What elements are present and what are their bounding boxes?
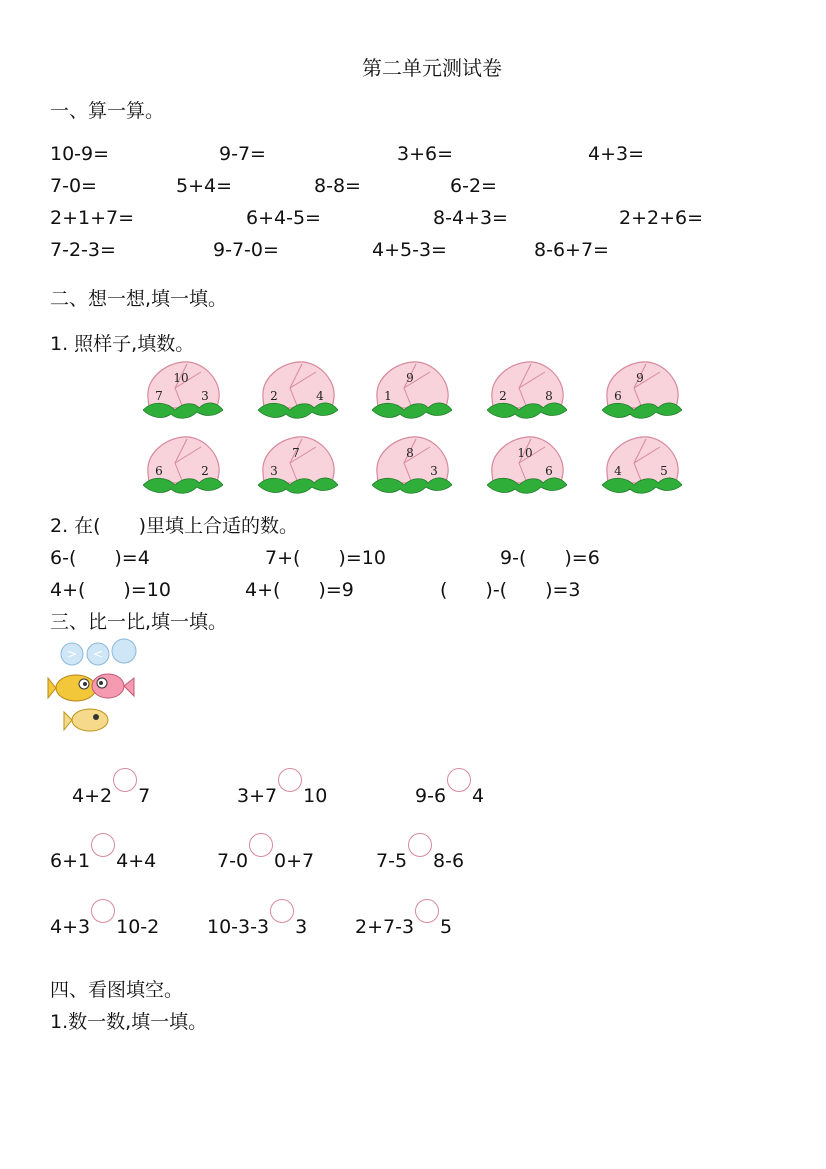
calc-item: 4+5-3= xyxy=(372,239,447,261)
peach-number: 2 xyxy=(499,389,507,403)
peach-number: 3 xyxy=(430,464,438,478)
compare-right: 3 xyxy=(295,916,308,938)
section-3-heading: 三、比一比,填一填。 xyxy=(50,611,228,633)
compare-item xyxy=(207,899,307,938)
peach-number: 10 xyxy=(517,446,533,460)
compare-circle-input[interactable] xyxy=(270,899,294,923)
peach-number: 6 xyxy=(614,389,622,403)
section-4-heading: 四、看图填空。 xyxy=(50,979,184,1001)
calc-item: 4+3= xyxy=(588,143,645,165)
question-2-2: 2. 在( )里填上合适的数。 xyxy=(50,515,298,537)
compare-right: 7 xyxy=(138,785,151,807)
question-4-1: 1.数一数,填一填。 xyxy=(50,1011,208,1033)
calc-item: 5+4= xyxy=(176,175,233,197)
calc-item: 6-2= xyxy=(450,175,497,197)
less-than-bubble: < xyxy=(92,647,104,661)
compare-item xyxy=(355,899,452,938)
fill-item: 6-( )=4 xyxy=(50,547,150,569)
fish-illustration xyxy=(46,636,140,740)
compare-left: 3+7 xyxy=(237,785,278,807)
compare-right: 8-6 xyxy=(433,850,465,872)
calc-item: 8-8= xyxy=(314,175,361,197)
peach-number: 3 xyxy=(270,464,278,478)
compare-circle-input[interactable] xyxy=(91,899,115,923)
fill-item: 4+( )=9 xyxy=(245,579,354,601)
section-1-heading: 一、算一算。 xyxy=(50,100,165,122)
compare-left: 4+3 xyxy=(50,916,91,938)
calc-item: 10-9= xyxy=(50,143,110,165)
fill-item: 4+( )=10 xyxy=(50,579,171,601)
calc-item: 6+4-5= xyxy=(246,207,321,229)
peach-number-split xyxy=(487,433,567,499)
peach-number: 6 xyxy=(155,464,163,478)
peach-number-split xyxy=(372,358,452,424)
fill-item: ( )-( )=3 xyxy=(440,579,581,601)
compare-left: 2+7-3 xyxy=(355,916,415,938)
compare-right: 10-2 xyxy=(116,916,160,938)
peach-number: 3 xyxy=(201,389,209,403)
peach-number: 5 xyxy=(660,464,668,478)
compare-item xyxy=(50,899,159,938)
calc-item: 3+6= xyxy=(397,143,454,165)
compare-item xyxy=(50,833,156,872)
compare-right: 0+7 xyxy=(274,850,315,872)
peach-number: 6 xyxy=(545,464,553,478)
calc-item: 2+1+7= xyxy=(50,207,135,229)
calc-item: 9-7-0= xyxy=(213,239,279,261)
compare-left: 4+2 xyxy=(72,785,113,807)
compare-left: 10-3-3 xyxy=(207,916,270,938)
peach-number-split xyxy=(602,433,682,499)
compare-circle-input[interactable] xyxy=(91,833,115,857)
peach-number: 10 xyxy=(173,371,189,385)
peach-number: 2 xyxy=(201,464,209,478)
question-2-1: 1. 照样子,填数。 xyxy=(50,333,195,355)
peach-number-split xyxy=(143,358,223,424)
peach-number-split xyxy=(258,358,338,424)
peach-number: 2 xyxy=(270,389,278,403)
peach-number-split xyxy=(487,358,567,424)
peach-number-split xyxy=(372,433,452,499)
peach-number: 1 xyxy=(384,389,392,403)
compare-circle-input[interactable] xyxy=(113,768,137,792)
peach-number: 7 xyxy=(292,446,300,460)
peach-number: 8 xyxy=(406,446,414,460)
peach-number: 9 xyxy=(636,371,644,385)
compare-right: 4+4 xyxy=(116,850,157,872)
compare-left: 6+1 xyxy=(50,850,91,872)
peach-number-split xyxy=(143,433,223,499)
peach-number-split xyxy=(602,358,682,424)
peach-number: 9 xyxy=(406,371,414,385)
calc-item: 9-7= xyxy=(219,143,266,165)
compare-right: 4 xyxy=(472,785,485,807)
compare-right: 10 xyxy=(303,785,328,807)
calc-item: 7-2-3= xyxy=(50,239,116,261)
peach-number: 8 xyxy=(545,389,553,403)
compare-item xyxy=(237,768,327,807)
compare-left: 7-5 xyxy=(376,850,408,872)
peach-number: 4 xyxy=(614,464,622,478)
compare-left: 9-6 xyxy=(415,785,447,807)
calc-item: 8-4+3= xyxy=(433,207,508,229)
greater-than-bubble: > xyxy=(66,647,78,661)
compare-item xyxy=(217,833,314,872)
calc-item: 2+2+6= xyxy=(619,207,704,229)
compare-left: 7-0 xyxy=(217,850,249,872)
peach-number: 7 xyxy=(155,389,163,403)
compare-item xyxy=(72,768,150,807)
peach-number: 4 xyxy=(316,389,324,403)
compare-item xyxy=(415,768,484,807)
compare-right: 5 xyxy=(440,916,453,938)
peach-number-split xyxy=(258,433,338,499)
section-2-heading: 二、想一想,填一填。 xyxy=(50,288,228,310)
fill-item: 9-( )=6 xyxy=(500,547,600,569)
compare-circle-input[interactable] xyxy=(249,833,273,857)
page-title: 第二单元测试卷 xyxy=(362,56,502,80)
calc-item: 8-6+7= xyxy=(534,239,609,261)
compare-circle-input[interactable] xyxy=(447,768,471,792)
fill-item: 7+( )=10 xyxy=(265,547,386,569)
calc-item: 7-0= xyxy=(50,175,97,197)
compare-circle-input[interactable] xyxy=(408,833,432,857)
compare-item xyxy=(376,833,464,872)
compare-circle-input[interactable] xyxy=(278,768,302,792)
compare-circle-input[interactable] xyxy=(415,899,439,923)
